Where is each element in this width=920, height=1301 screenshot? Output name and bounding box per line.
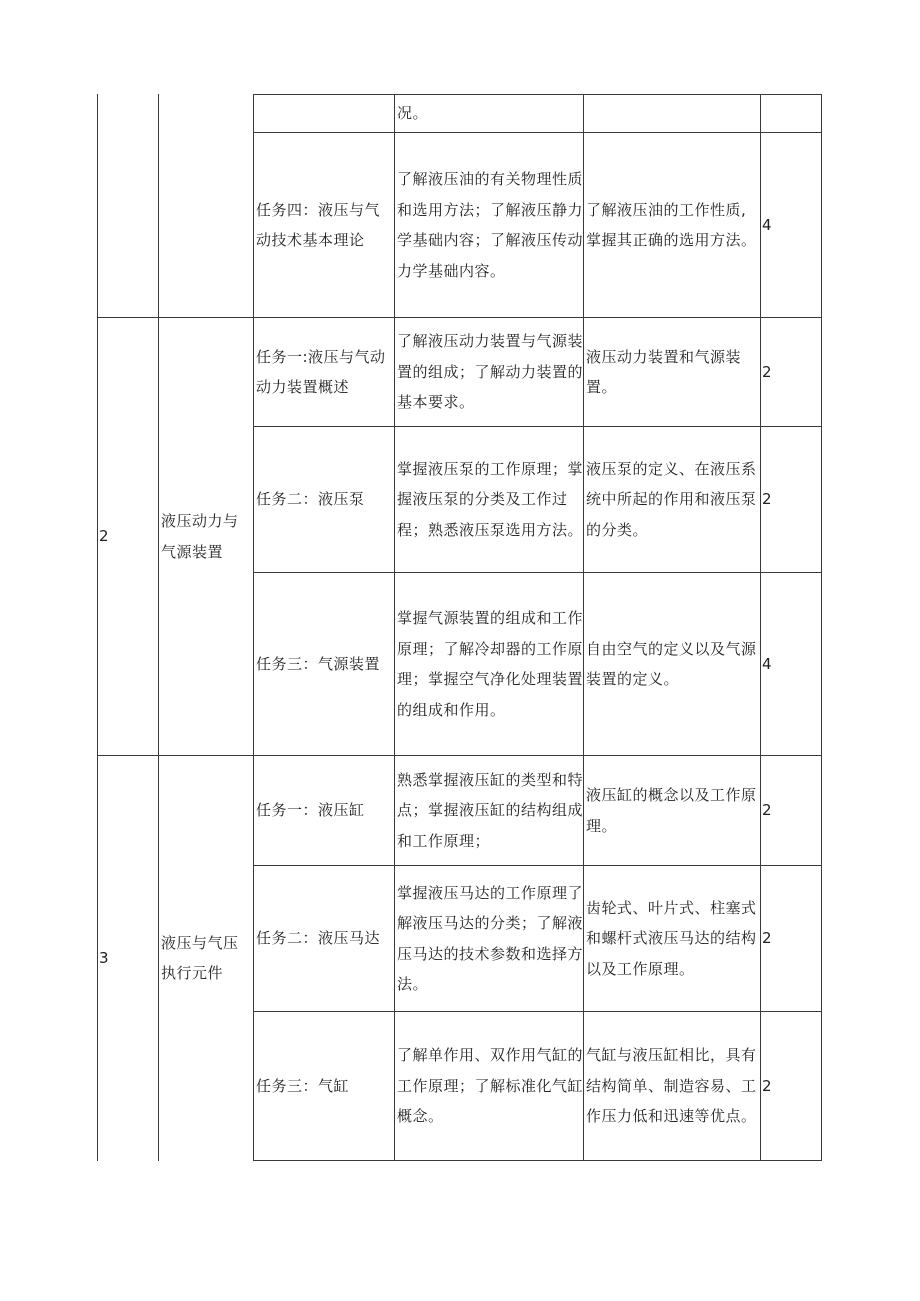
task-name: 任务四：液压与气动技术基本理论 <box>256 200 381 249</box>
knowledge-cell <box>584 95 760 132</box>
objective-cell <box>395 95 583 132</box>
module-name-cell <box>159 318 253 755</box>
hours-cell <box>761 1012 821 1160</box>
knowledge-text: 了解液压油的工作性质,掌握其正确的选用方法。 <box>586 200 757 249</box>
knowledge-cell <box>584 318 760 426</box>
knowledge-text: 液压泵的定义、在液压系统中所起的作用和液压泵的分类。 <box>586 459 757 539</box>
task-name: 任务一:液压与气动动力装置概述 <box>256 347 386 396</box>
objective-cell <box>395 318 583 426</box>
hours-value: 4 <box>762 215 773 234</box>
hours-cell <box>761 573 821 755</box>
task-cell <box>254 95 394 132</box>
objective-cell <box>395 427 583 572</box>
objective-cell <box>395 866 583 1011</box>
knowledge-text: 齿轮式、叶片式、柱塞式和螺杆式液压马达的结构以及工作原理。 <box>586 898 757 978</box>
objective-text: 掌握气源装置的组成和工作原理；了解冷却器的工作原理；掌握空气净化处理装置的组成和作用。 <box>397 609 583 719</box>
hours-cell <box>761 866 821 1011</box>
knowledge-cell <box>584 133 760 317</box>
hours-value: 2 <box>762 1076 773 1095</box>
objective-cell <box>395 573 583 755</box>
objective-text: 了解液压动力装置与气源装置的组成；了解动力装置的基本要求。 <box>397 332 583 412</box>
knowledge-text: 气缸与液压缸相比，具有结构简单、制造容易、工作压力低和迅速等优点。 <box>586 1046 757 1126</box>
objective-cell <box>395 756 583 865</box>
task-cell <box>254 427 394 572</box>
hours-cell <box>761 427 821 572</box>
task-cell <box>254 756 394 865</box>
knowledge-cell <box>584 1012 760 1160</box>
grid-line <box>821 94 822 1161</box>
module-number: 3 <box>99 948 110 967</box>
task-name: 任务二：液压泵 <box>256 490 365 509</box>
module-number-cell <box>98 318 158 755</box>
hours-cell <box>761 95 821 132</box>
task-name: 任务一：液压缸 <box>256 801 365 820</box>
grid-line <box>253 1160 822 1161</box>
knowledge-cell <box>584 866 760 1011</box>
objective-text: 掌握液压泵的工作原理；掌握液压泵的分类及工作过程；熟悉液压泵选用方法。 <box>397 459 583 539</box>
module-number-cell <box>98 756 158 1160</box>
hours-cell <box>761 318 821 426</box>
task-cell <box>254 318 394 426</box>
module-name: 液压与气压执行元件 <box>161 933 239 982</box>
task-cell <box>254 866 394 1011</box>
knowledge-cell <box>584 573 760 755</box>
task-name: 任务三：气缸 <box>256 1076 350 1095</box>
task-name: 任务三：气源装置 <box>256 654 381 673</box>
objective-text: 况。 <box>397 104 429 123</box>
hours-value: 2 <box>762 929 773 948</box>
hours-value: 4 <box>762 654 773 673</box>
module-name-cell <box>159 756 253 1160</box>
hours-cell <box>761 756 821 865</box>
hours-value: 2 <box>762 490 773 509</box>
objective-cell <box>395 133 583 317</box>
task-name: 任务二：液压马达 <box>256 929 381 948</box>
objective-text: 了解单作用、双作用气缸的工作原理；了解标准化气缸概念。 <box>397 1046 583 1126</box>
knowledge-cell <box>584 427 760 572</box>
module-number: 2 <box>99 527 110 546</box>
hours-value: 2 <box>762 801 773 820</box>
module-name: 液压动力与气源装置 <box>161 512 239 561</box>
knowledge-text: 液压动力装置和气源装置。 <box>586 347 742 396</box>
task-cell <box>254 1012 394 1160</box>
knowledge-text: 液压缸的概念以及工作原理。 <box>586 786 757 835</box>
objective-cell <box>395 1012 583 1160</box>
hours-cell <box>761 133 821 317</box>
task-cell <box>254 573 394 755</box>
hours-value: 2 <box>762 362 773 381</box>
knowledge-cell <box>584 756 760 865</box>
objective-text: 掌握液压马达的工作原理了解液压马达的分类；了解液压马达的技术参数和选择方法。 <box>397 883 583 993</box>
objective-text: 熟悉掌握液压缸的类型和特点；掌握液压缸的结构组成和工作原理； <box>397 770 583 850</box>
objective-text: 了解液压油的有关物理性质和选用方法；了解液压静力学基础内容；了解液压传动力学基础内容。 <box>397 170 583 280</box>
task-cell <box>254 133 394 317</box>
knowledge-text: 自由空气的定义以及气源装置的定义。 <box>586 639 757 688</box>
